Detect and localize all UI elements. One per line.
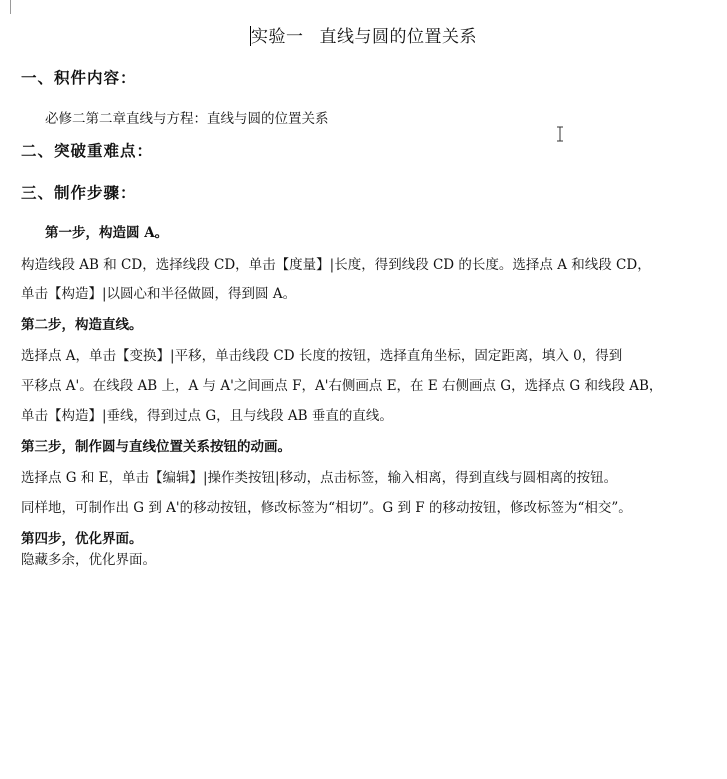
step2-line-2[interactable]: 平移点 A'。在线段 AB 上，A 与 A'之间画点 F，A'右侧画点 E，在 E 右侧画点 G，选择点 G 和线段 AB， [21,378,663,394]
content-text[interactable]: 必修二第二章直线与方程：直线与圆的位置关系 [45,111,329,127]
step2-line-3[interactable]: 单击【构造】|垂线，得到过点 G，且与线段 AB 垂直的直线。 [21,408,393,424]
step4-title[interactable]: 第四步，优化界面。 [21,531,143,547]
section-heading-content[interactable]: 一、积件内容： [21,69,137,87]
title-part-1: 实验一 [251,27,304,47]
step2-title[interactable]: 第二步，构造直线。 [21,317,143,333]
section-heading-difficulty[interactable]: 二、突破重难点： [21,142,154,160]
step2-line-1[interactable]: 选择点 A，单击【变换】|平移，单击线段 CD 长度的按钮，选择直角坐标，固定距离，填入 0，得到 [21,348,623,364]
step4-line-1[interactable]: 隐藏多余，优化界面。 [21,552,156,568]
step3-title[interactable]: 第三步，制作圆与直线位置关系按钮的动画。 [21,439,291,455]
step3-line-2[interactable]: 同样地，可制作出 G 到 A'的移动按钮，修改标签为“相切”。G 到 F 的移动按钮，修改标签为“相交”。 [21,500,632,516]
step1-title[interactable]: 第一步，构造圆 A。 [45,225,169,241]
document-title[interactable] [0,26,727,48]
page-margin-marker [10,0,11,14]
section-heading-steps[interactable]: 三、制作步骤： [21,184,137,202]
text-ibeam-cursor-icon [556,126,564,142]
title-part-2: 直线与圆的位置关系 [319,27,477,47]
step3-line-1[interactable]: 选择点 G 和 E，单击【编辑】|操作类按钮|移动，点击标签，输入相离，得到直线与圆相离的按钮。 [21,470,618,486]
step1-line-2[interactable]: 单击【构造】|以圆心和半径做圆，得到圆 A。 [21,286,297,302]
step1-line-1[interactable]: 构造线段 AB 和 CD，选择线段 CD，单击【度量】|长度，得到线段 CD 的长度。选择点 A 和线段 CD， [21,257,651,273]
